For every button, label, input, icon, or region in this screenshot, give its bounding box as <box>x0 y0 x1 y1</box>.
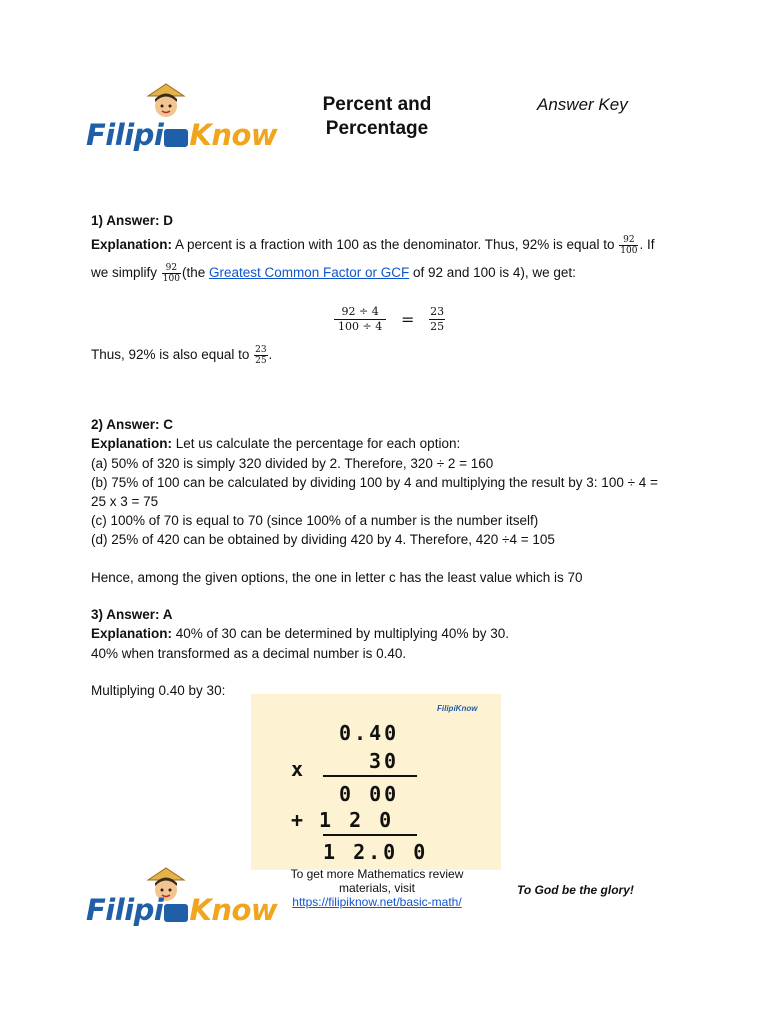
basic-math-link[interactable]: https://filipiknow.net/basic-math/ <box>292 895 462 909</box>
answer-key-label: Answer Key <box>537 95 628 114</box>
page-title <box>296 93 458 141</box>
q2-answer: 2) Answer: C <box>91 417 174 432</box>
sum-line <box>323 834 417 836</box>
partial-product-1: 0 00 <box>339 782 400 806</box>
multiplication-image <box>251 694 501 870</box>
fraction: $\frac{92}{100}$ <box>162 263 180 284</box>
multiplier: 30 <box>369 749 400 773</box>
equals-sign: = <box>400 310 415 329</box>
q3-answer: 3) Answer: A <box>91 607 173 622</box>
multiplicand: 0.40 <box>339 721 400 745</box>
q2-option-b-line2: 25 x 3 = 75 <box>91 494 159 509</box>
equation-left-fraction: $\frac{92 \div 4}{100 \div 4}$ <box>334 305 386 334</box>
logo-text: Filipi Know <box>86 893 278 927</box>
q1-answer: 1) Answer: D <box>91 213 174 228</box>
q3-multiplying: Multiplying 0.40 by 30: <box>91 683 226 698</box>
filipiknow-logo <box>86 80 278 170</box>
book-icon <box>164 129 188 147</box>
q2-option-a: (a) 50% of 320 is simply 320 divided by 2. Therefore, 320 ÷ 2 = 160 <box>91 456 494 471</box>
q2-option-d: (d) 25% of 420 can be obtained by dividing 420 by 4. Therefore, 420 ÷4 = 105 <box>91 532 555 547</box>
title-line-2: Percentage <box>325 118 429 139</box>
partial-product-2: 1 2 0 <box>319 808 395 832</box>
q1-conclusion: Thus, 92% is also equal to $\frac{23}{25}$ . <box>91 345 273 366</box>
book-icon <box>164 904 188 922</box>
footer-text-line2: materials, visit <box>338 881 415 895</box>
final-product: 1 2.0 0 <box>323 840 429 864</box>
q2-option-b-line1: (b) 75% of 100 can be calculated by dividing 100 by 4 and multiplying the result by 3: 100 ÷ 4 = <box>91 475 658 490</box>
footer-info <box>262 867 492 909</box>
q1-simplify-line: we simplify $\frac{92}{100}$ (the Greatest Common Factor or GCF of 92 and 100 is 4), we get: <box>91 263 576 284</box>
q1-equation <box>333 305 446 334</box>
logo-text: Filipi Know <box>86 118 278 152</box>
q2-option-c: (c) 100% of 70 is equal to 70 (since 100% of a number is the number itself) <box>91 513 539 528</box>
q3-decimal: 40% when transformed as a decimal number is 0.40. <box>91 646 407 661</box>
title-line-1: Percent and <box>322 94 432 115</box>
plus-sign: + <box>291 808 307 832</box>
fraction: $\frac{92}{100}$ <box>620 235 638 256</box>
footer-filipiknow-logo <box>86 866 278 956</box>
product-line <box>323 775 417 777</box>
fraction: $\frac{23}{25}$ <box>255 345 267 366</box>
watermark-logo: FilipiKnow <box>437 704 478 713</box>
footer-glory: To God be the glory! <box>517 883 634 897</box>
footer-text-line1: To get more Mathematics review <box>290 867 464 881</box>
q1-explanation: Explanation: A percent is a fraction with 100 as the denominator. Thus, 92% is equal to $\frac{92}{100}$ . If <box>91 235 655 256</box>
q3-explanation: Explanation: 40% of 30 can be determined by multiplying 40% by 30. <box>91 626 509 641</box>
q2-explanation: Explanation: Let us calculate the percentage for each option: <box>91 436 461 451</box>
gcf-link[interactable]: Greatest Common Factor or GCF <box>208 265 410 281</box>
equation-right-fraction: $\frac{23}{25}$ <box>430 305 445 333</box>
q2-conclusion: Hence, among the given options, the one in letter c has the least value which is 70 <box>91 570 583 585</box>
times-sign: x <box>291 757 307 781</box>
